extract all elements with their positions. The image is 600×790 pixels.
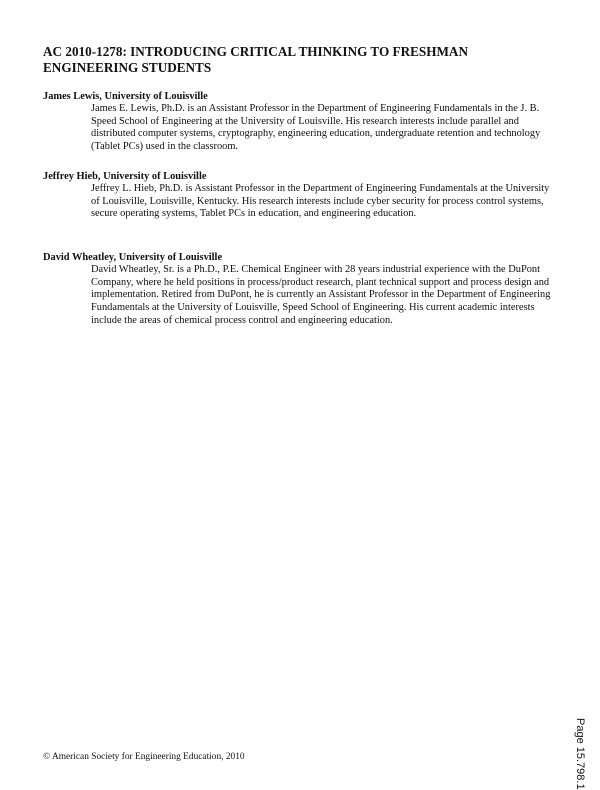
author-bio: James E. Lewis, Ph.D. is an Assistant Professor in the Department of Engineering Fundamentals in the J. B. Speed School of Engineering at the University of Louisville. His research interests include parallel and distributed computer systems, cryptography, engineering education, undergraduate retention and technology (Tablet PCs) used in the classroom. <box>91 103 541 153</box>
author-name: Jeffrey Hieb, University of Louisville <box>43 171 207 182</box>
author-name: David Wheatley, University of Louisville <box>43 252 223 263</box>
author-block <box>43 90 563 154</box>
page-number: Page 15.798.1 <box>574 718 586 790</box>
copyright-footer: © American Society for Engineering Education, 2010 <box>43 752 245 762</box>
author-bio: David Wheatley, Sr. is a Ph.D., P.E. Chemical Engineer with 28 years industrial experience with the DuPont Company, where he held positions in process/product research, plant technical support and process design and implementation. Retired from DuPont, he is currently an Assistant Professor in the Department of Engineering Fundamentals at the University of Louisville, Speed School of Engineering. His current academic interests include the areas of chemical process control and engineering education. <box>91 264 551 326</box>
author-name: James Lewis, University of Louisville <box>43 91 208 102</box>
author-block <box>43 170 563 221</box>
paper-title: AC 2010-1278: INTRODUCING CRITICAL THINKING TO FRESHMAN ENGINEERING STUDENTS <box>43 44 468 75</box>
author-block <box>43 251 563 328</box>
author-bio: Jeffrey L. Hieb, Ph.D. is Assistant Professor in the Department of Engineering Fundamentals at the University of Louisville, Louisville, Kentucky. His research interests include cyber security for process control systems, secure operating systems, Tablet PCs in education, and engineering education. <box>91 183 550 220</box>
